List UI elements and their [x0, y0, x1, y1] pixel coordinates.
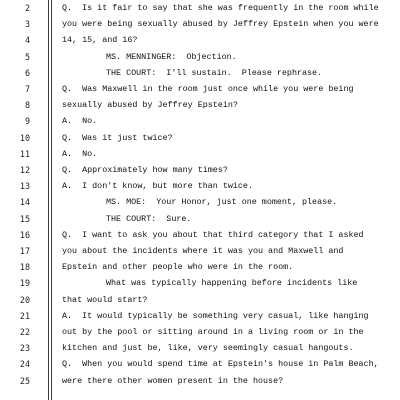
- transcript-line: [0, 32, 400, 48]
- line-number: 19: [19, 278, 30, 289]
- line-text: that would start?: [62, 294, 148, 305]
- line-text: A. I don't know, but more than twice.: [62, 181, 253, 192]
- line-number: 6: [24, 67, 30, 78]
- line-text: Q. Was Maxwell in the room just once while you were being: [62, 84, 354, 94]
- line-number: 7: [24, 84, 30, 94]
- line-text: Q. Is it fair to say that she was frequently in the room while: [62, 3, 379, 13]
- line-number: 13: [19, 181, 30, 192]
- line-text: kitchen and just be, like, very seemingly casual hangouts.: [62, 343, 354, 354]
- transcript-line: [0, 227, 400, 243]
- transcript-line: [0, 275, 400, 291]
- line-number: 12: [19, 165, 30, 175]
- line-text: THE COURT: I'll sustain. Please rephrase.: [106, 67, 323, 78]
- transcript-line: [0, 146, 400, 162]
- line-text: A. It would typically be something very casual, like hanging: [62, 310, 369, 321]
- transcript-line: [0, 130, 400, 146]
- line-number: 15: [19, 213, 30, 224]
- line-number: 20: [19, 294, 30, 305]
- line-text: Q. Approximately how many times?: [62, 165, 228, 175]
- line-text: Epstein and other people who were in the room.: [62, 262, 294, 273]
- line-text: out by the pool or sitting around in a living room or in the: [62, 327, 364, 337]
- line-number: 9: [24, 116, 30, 127]
- line-text: you were being sexually abused by Jeffrey Epstein when you were: [62, 19, 379, 30]
- line-number: 24: [19, 359, 30, 370]
- transcript-line: [0, 113, 400, 129]
- line-text: 14, 15, and 16?: [62, 35, 138, 46]
- transcript-line: [0, 178, 400, 194]
- line-number: 3: [24, 19, 30, 30]
- transcript-line: [0, 373, 400, 389]
- line-text: you about the incidents where it was you and Maxwell and: [62, 246, 344, 256]
- line-number: 11: [19, 148, 30, 159]
- transcript-line: [0, 97, 400, 113]
- transcript-line: [0, 0, 400, 16]
- transcript-line: [0, 65, 400, 81]
- line-number: 18: [19, 262, 30, 273]
- line-number: 5: [24, 51, 30, 62]
- line-number: 21: [19, 310, 30, 321]
- transcript-line: [0, 243, 400, 259]
- line-number: 14: [19, 197, 30, 208]
- transcript-line: [0, 356, 400, 372]
- line-text: THE COURT: Sure.: [106, 213, 192, 224]
- transcript-line: [0, 292, 400, 308]
- line-text: were there other women present in the house?: [62, 375, 284, 386]
- line-number: 8: [24, 100, 30, 111]
- transcript-line: [0, 340, 400, 356]
- line-number: 10: [19, 132, 30, 143]
- line-number: 23: [19, 343, 30, 354]
- line-number: 4: [24, 35, 30, 46]
- transcript-line: [0, 49, 400, 65]
- line-number: 25: [19, 375, 30, 386]
- line-text: MS. MENNINGER: Objection.: [106, 51, 237, 62]
- line-text: sexually abused by Jeffrey Epstein?: [62, 100, 238, 111]
- line-text: What was typically happening before incidents like: [106, 278, 358, 289]
- transcript-line: [0, 259, 400, 275]
- line-number: 17: [19, 246, 30, 256]
- line-number: 16: [19, 229, 30, 240]
- transcript-line: [0, 324, 400, 340]
- line-text: Q. Was it just twice?: [62, 132, 173, 143]
- line-number: 2: [24, 3, 30, 13]
- line-text: MS. MOE: Your Honor, just one moment, please.: [106, 197, 338, 208]
- transcript-line: [0, 162, 400, 178]
- transcript-line: [0, 16, 400, 32]
- transcript-line: [0, 81, 400, 97]
- transcript-line: [0, 211, 400, 227]
- line-text: Q. I want to ask you about that third category that I asked: [62, 229, 364, 240]
- line-text: Q. When you would spend time at Epstein's house in Palm Beach,: [62, 359, 379, 370]
- line-number: 22: [19, 327, 30, 337]
- transcript-line: [0, 194, 400, 210]
- line-text: A. No.: [62, 116, 98, 127]
- transcript-line: [0, 308, 400, 324]
- line-text: A. No.: [62, 148, 98, 159]
